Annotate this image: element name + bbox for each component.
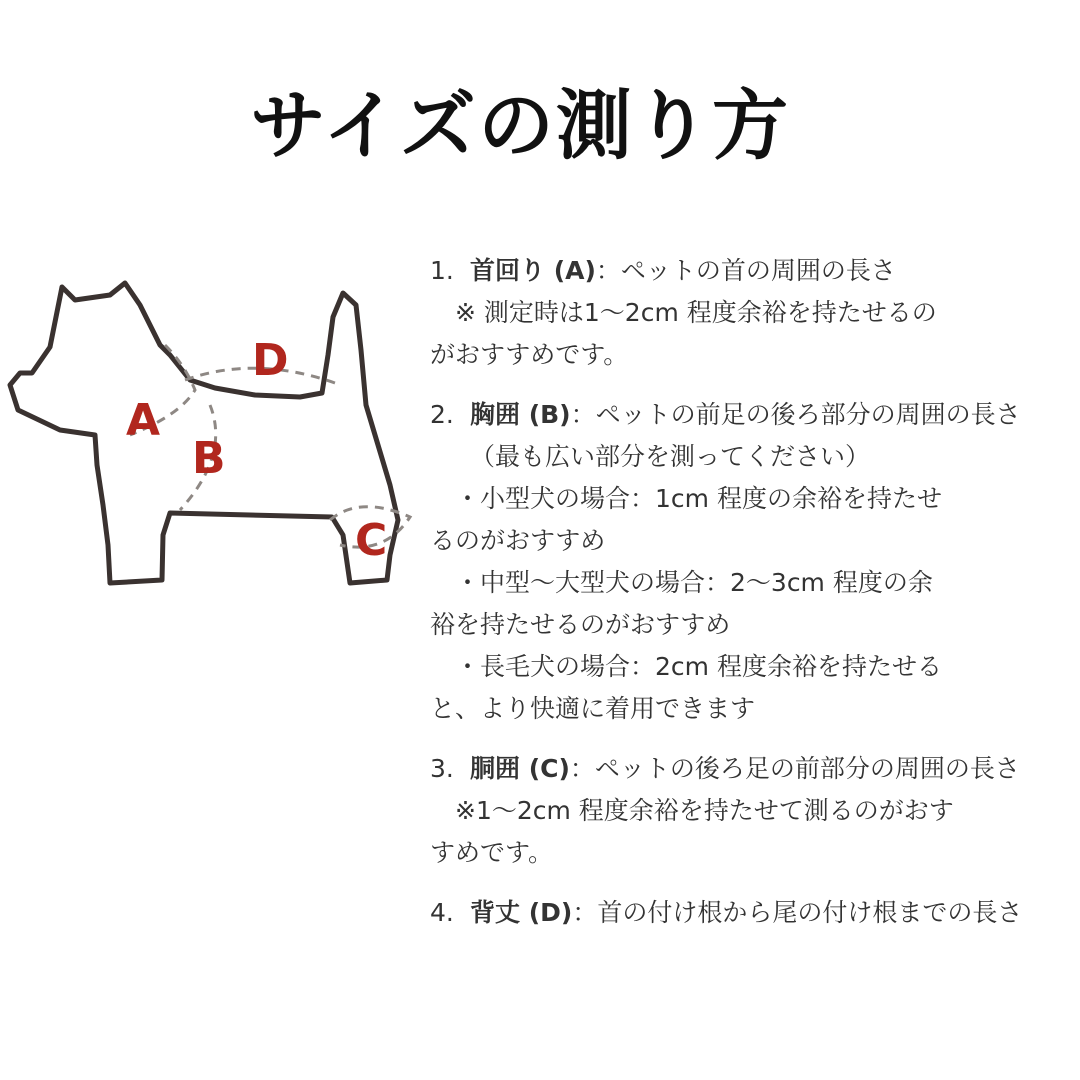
page-title: サイズの測り方 <box>250 81 790 170</box>
item-head <box>430 250 1060 292</box>
note-line: と、より快適に着用できます <box>430 694 756 723</box>
item-description: ：ペットの後ろ足の前部分の周囲の長さ <box>569 754 1020 783</box>
instruction-item-waist <box>430 748 1060 874</box>
item-head <box>430 394 1060 478</box>
instruction-item-neck <box>430 250 1060 376</box>
note-line: ※ 測定時は1～2cm 程度余裕を持たせるの <box>430 298 937 327</box>
item-description: ：ペットの前足の後ろ部分の周囲の長さ（最も広い部分を測ってください） <box>470 400 1021 471</box>
label-b: B <box>192 433 226 484</box>
item-head <box>430 892 1060 934</box>
label-a: A <box>126 395 161 446</box>
note-line: ・長毛犬の場合：2cm 程度余裕を持たせる <box>430 652 942 681</box>
note-line: るのがおすすめ <box>430 526 606 555</box>
instruction-item-back-length <box>430 892 1060 934</box>
item-term: 背丈 (D) <box>470 898 573 927</box>
note-line: すめです。 <box>430 838 554 867</box>
item-number: 4. <box>430 898 454 927</box>
note-line: ・小型犬の場合：1cm 程度の余裕を持たせ <box>430 484 942 513</box>
label-d: D <box>252 335 289 386</box>
item-number: 1. <box>430 256 454 285</box>
note-line: ・中型～大型犬の場合：2～3cm 程度の余 <box>430 568 933 597</box>
item-description: ：ペットの首の周囲の長さ <box>595 256 896 285</box>
note-line: がおすすめです。 <box>430 340 629 369</box>
note-line: ※1～2cm 程度余裕を持たせて測るのがおす <box>430 796 954 825</box>
dog-measurement-illustration <box>0 255 430 625</box>
item-number: 2. <box>430 400 454 429</box>
item-term: 胴囲 (C) <box>470 754 570 783</box>
instruction-item-chest <box>430 394 1060 730</box>
item-term: 首回り (A) <box>470 256 596 285</box>
item-number: 3. <box>430 754 454 783</box>
item-description: ：首の付け根から尾の付け根までの長さ <box>572 898 1023 927</box>
label-c: C <box>355 515 388 566</box>
note-line: 裕を持たせるのがおすすめ <box>430 610 731 639</box>
measurement-instructions <box>430 250 1060 934</box>
item-head <box>430 748 1060 790</box>
item-term: 胸囲 (B) <box>470 400 571 429</box>
